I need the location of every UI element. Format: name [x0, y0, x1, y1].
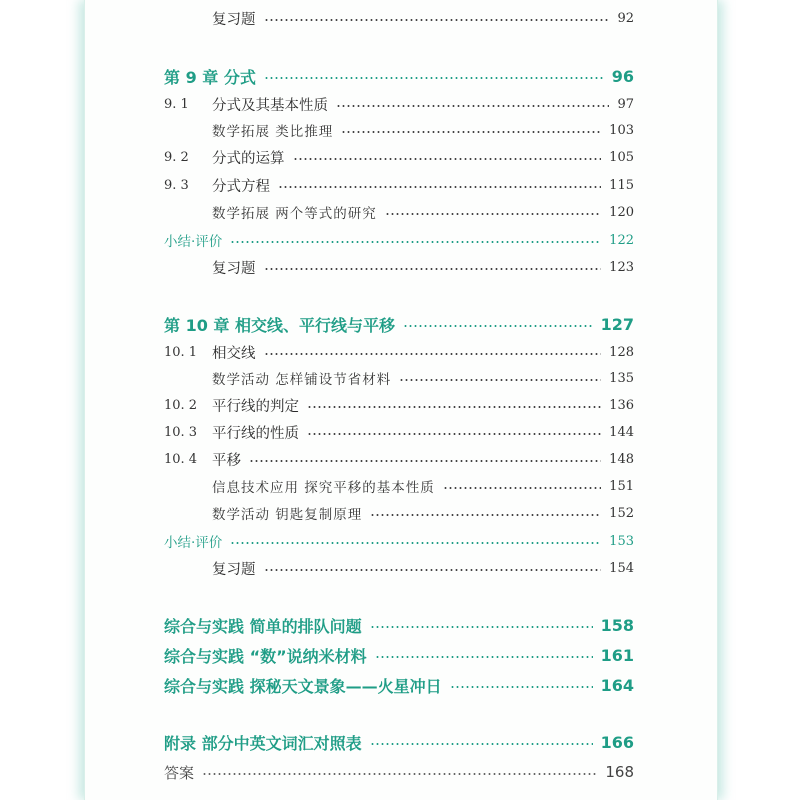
page-number: 105: [609, 149, 634, 165]
entry-title: 小结·评价: [164, 535, 223, 551]
dot-leader: [293, 158, 602, 160]
toc-entry-summary: [164, 529, 634, 553]
entry-title: 信息技术应用 探究平移的基本性质: [212, 480, 435, 496]
toc-entry-review: [164, 255, 634, 279]
page-number: 128: [609, 344, 634, 360]
page-number: 158: [600, 615, 634, 635]
dot-leader: [230, 241, 601, 243]
dot-leader: [370, 626, 593, 628]
toc-entry-practice: [164, 643, 634, 667]
entry-title: 数学活动 钥匙复制原理: [212, 507, 363, 523]
dot-leader: [403, 325, 593, 327]
entry-title: 第 9 章 分式: [164, 67, 256, 87]
page-number: 97: [617, 96, 634, 112]
page-number: 136: [609, 397, 634, 413]
page-number: 120: [609, 204, 634, 220]
entry-title: 答案: [164, 763, 195, 782]
dot-leader: [443, 487, 601, 489]
dot-leader: [385, 213, 601, 215]
dot-leader: [264, 569, 602, 571]
dot-leader: [336, 105, 609, 107]
toc-entry-chapter: [164, 64, 634, 88]
toc-entry-sub: [164, 200, 634, 224]
page-number: 148: [609, 451, 634, 467]
dot-leader: [264, 77, 604, 79]
section-number: 9. 3: [164, 177, 189, 193]
section-number: 9. 2: [164, 149, 189, 165]
section-number: 10. 1: [164, 344, 198, 360]
page-number: 168: [605, 763, 634, 781]
toc-entry-summary: [164, 228, 634, 252]
entry-title: 小结·评价: [164, 234, 223, 250]
entry-title: 综合与实践 简单的排队问题: [164, 616, 362, 636]
page-number: 152: [609, 505, 634, 521]
page-number: 122: [609, 232, 634, 248]
entry-title: 平行线的性质: [212, 425, 299, 442]
entry-title: 分式的运算: [212, 150, 285, 167]
entry-title: 数学拓展 两个等式的研究: [212, 206, 377, 222]
dot-leader: [264, 268, 602, 270]
entry-title: 数学拓展 类比推理: [212, 124, 334, 140]
toc-entry-practice: [164, 673, 634, 697]
dot-leader: [341, 131, 601, 133]
entry-title: 第 10 章 相交线、平行线与平移: [164, 315, 395, 335]
page-number: 92: [617, 10, 634, 26]
page-number: 135: [609, 370, 634, 386]
dot-leader: [278, 186, 601, 188]
dot-leader: [450, 686, 593, 688]
dot-leader: [307, 433, 601, 435]
dot-leader: [307, 406, 601, 408]
page-number: 96: [611, 66, 634, 86]
page-number: 103: [609, 122, 634, 138]
dot-leader: [375, 656, 593, 658]
toc-entry-section: [164, 393, 634, 417]
page-number: 166: [600, 732, 634, 752]
dot-leader: [249, 460, 601, 462]
entry-title: 复习题: [212, 561, 256, 578]
dot-leader: [264, 19, 610, 21]
section-number: 10. 2: [164, 397, 198, 413]
dot-leader: [264, 353, 602, 355]
page-number: 153: [609, 533, 634, 549]
section-number: 10. 4: [164, 451, 198, 467]
dot-leader: [230, 542, 601, 544]
toc-entry-chapter: [164, 312, 634, 336]
page-number: 151: [609, 478, 634, 494]
entry-title: 综合与实践 探秘天文景象——火星冲日: [164, 676, 442, 696]
toc-entry-section: [164, 92, 634, 116]
page-number: 123: [609, 259, 634, 275]
toc-entry-section: [164, 173, 634, 197]
dot-leader: [202, 773, 597, 775]
page-number: 115: [609, 177, 634, 193]
dot-leader: [370, 743, 593, 745]
toc-entry-section: [164, 447, 634, 471]
toc-entry-answer: [164, 760, 634, 784]
entry-title: 分式方程: [212, 178, 270, 195]
page-number: 154: [609, 560, 634, 576]
entry-title: 附录 部分中英文词汇对照表: [164, 733, 362, 753]
section-number: 9. 1: [164, 96, 189, 112]
dot-leader: [399, 379, 601, 381]
entry-title: 平行线的判定: [212, 398, 299, 415]
toc-entry-review: [164, 6, 634, 30]
dot-leader: [370, 514, 601, 516]
entry-title: 相交线: [212, 345, 256, 362]
toc-entry-review: [164, 556, 634, 580]
toc-entry-section: [164, 340, 634, 364]
entry-title: 复习题: [212, 11, 256, 28]
toc-entry-sub: [164, 366, 634, 390]
entry-title: 数学活动 怎样铺设节省材料: [212, 372, 392, 388]
toc-entry-practice: [164, 613, 634, 637]
toc-entry-section: [164, 420, 634, 444]
page-number: 161: [600, 645, 634, 665]
toc-entry-section: [164, 145, 634, 169]
entry-title: 平移: [212, 452, 241, 469]
toc-entry-sub: [164, 474, 634, 498]
page-number: 127: [600, 314, 634, 334]
toc-entry-sub: [164, 501, 634, 525]
section-number: 10. 3: [164, 424, 198, 440]
entry-title: 复习题: [212, 260, 256, 277]
page-number: 164: [600, 675, 634, 695]
toc-entry-sub: [164, 118, 634, 142]
entry-title: 分式及其基本性质: [212, 97, 328, 114]
toc-entry-appendix: [164, 730, 634, 754]
page-number: 144: [609, 424, 634, 440]
entry-title: 综合与实践 “数”说纳米材料: [164, 646, 367, 666]
